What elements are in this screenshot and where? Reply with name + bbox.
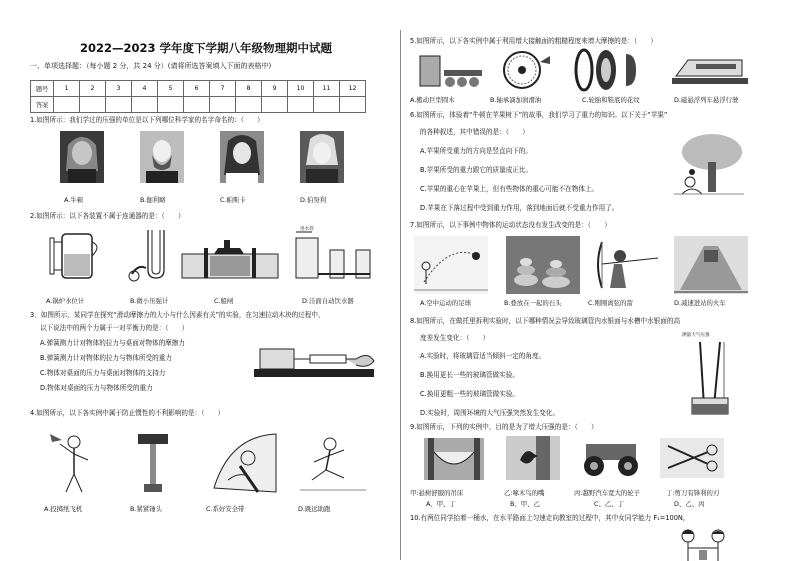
q5-stem: 5.如图所示，以下各实例中属于利用增大接触面的粗糙程度来增大摩擦的是：（ ） <box>410 37 657 45</box>
archer-figure <box>588 236 662 294</box>
train-figure <box>674 236 748 294</box>
answer-cell[interactable] <box>262 97 288 113</box>
boiler-gauge-figure <box>44 228 108 284</box>
q1-option-a: A.牛顿 <box>64 196 84 204</box>
q3-option-d: D.物体对桌面的压力与物体所受的重力 <box>40 384 153 392</box>
answer-cell[interactable] <box>54 97 80 113</box>
q7-option-a: A.空中运动的足球 <box>420 299 472 307</box>
portrait-bernoulli <box>300 131 344 183</box>
q3-option-b: B.弹簧测力计对物体的拉力与物体所受的重力 <box>40 354 172 362</box>
q2-option-d: D.洼面自动饮水器 <box>302 297 354 305</box>
table-number-cell: 4 <box>132 81 158 97</box>
answer-cell[interactable] <box>210 97 236 113</box>
water-inlet-label: 进水管 <box>300 227 314 232</box>
seatbelt-figure <box>210 428 280 496</box>
q5-option-d: D.磁悬浮列车悬浮行驶 <box>674 96 739 104</box>
q3-option-c: C.物体对桌面的压力与桌面对物体的支持力 <box>40 369 166 377</box>
ship-lock-figure <box>180 234 280 280</box>
friction-experiment-figure <box>250 345 380 379</box>
tire-figure <box>570 48 640 92</box>
torricelli-label: 测量大气压强 <box>682 333 710 338</box>
table-row <box>31 97 366 113</box>
q3-stem-line2: 以下说法中的两个力属于一对平衡力的是：（ ） <box>40 324 189 332</box>
q9-label-bing: 丙:越野汽车宽大的轮子 <box>574 489 641 497</box>
logs-figure <box>416 52 488 90</box>
table-number-cell: 6 <box>184 81 210 97</box>
q7-option-d: D.减速进站的火车 <box>674 299 726 307</box>
q4-option-b: B.紧紧锤头 <box>130 505 162 513</box>
q8-option-a: A.实验时，将玻璃管适当倾斜一定的角度。 <box>420 352 546 360</box>
soccer-figure <box>414 236 488 294</box>
hammock-figure <box>424 438 484 480</box>
table-number-cell: 11 <box>314 81 340 97</box>
q2-option-a: A.锅炉水位计 <box>46 297 85 305</box>
column-divider <box>400 30 401 560</box>
answer-cell[interactable] <box>132 97 158 113</box>
q8-stem-line1: 8.如图所示，在做托里拆利实验时，以下哪种情况会导致玻璃管内水银面与水槽中水银面的高 <box>410 317 681 325</box>
section-heading: 一、单项选择题：（每小题 2 分，共 24 分）(请将所选答案填入下面的表格中) <box>30 62 272 70</box>
hammer-figure <box>130 430 180 496</box>
stacked-stones-figure <box>506 236 580 294</box>
answer-cell[interactable] <box>158 97 184 113</box>
q7-option-c: C.刚刚离弦的箭 <box>588 299 633 307</box>
q9-label-ding: 丁:剪刀有锋利的刃 <box>666 489 720 497</box>
newton-apple-figure <box>674 132 744 198</box>
table-header-cell: 答案 <box>31 97 54 113</box>
q3-stem-line1: 3．如图所示，某同学在探究“滑动摩擦力的大小与什么因素有关”的实验，在匀速拉动木块的过程中， <box>30 311 325 319</box>
page-title: 2022—2023 学年度下学期八年级物理期中试题 <box>80 41 333 55</box>
answer-cell[interactable] <box>80 97 106 113</box>
table-row <box>31 81 366 97</box>
q9-option-c: C、乙、丁 <box>594 500 625 508</box>
paper-plane-figure <box>46 430 106 496</box>
water-dispenser-figure <box>292 224 382 282</box>
offroad-car-figure <box>576 438 646 478</box>
portrait-pascal <box>220 131 264 183</box>
table-number-cell: 9 <box>262 81 288 97</box>
q6-stem-line2: 的各种叙述，其中错误的是：（ ） <box>420 128 529 136</box>
table-number-cell: 10 <box>288 81 314 97</box>
left-column <box>30 0 392 561</box>
portrait-newton <box>60 131 104 183</box>
table-number-cell: 8 <box>236 81 262 97</box>
q1-option-b: B.伽利略 <box>140 196 166 204</box>
pressure-gauge-figure <box>126 226 186 284</box>
torricelli-figure <box>680 340 740 418</box>
q6-option-a: A.苹果所受重力的方向是竖直向下的。 <box>420 147 532 155</box>
answer-cell[interactable] <box>314 97 340 113</box>
q9-option-b: B、甲、乙 <box>510 500 540 508</box>
q4-option-d: D.跳远助跑 <box>298 505 331 513</box>
right-column <box>410 0 770 561</box>
long-jump-figure <box>300 434 366 494</box>
q4-option-a: A.投掷纸飞机 <box>44 505 83 513</box>
q3-option-a: A.弹簧测力计对物体的拉力与桌面对物体的摩擦力 <box>40 339 185 347</box>
q8-option-c: C.换用更粗一些的玻璃管做实验。 <box>420 390 520 398</box>
q9-stem: 9.如图所示，下列的实例中，目的是为了增大压强的是：（ ） <box>410 423 598 431</box>
q5-option-a: A.搬动巨型圆木 <box>410 96 455 104</box>
q6-option-b: B.苹果所受的重力跟它的质量成正比。 <box>420 166 533 174</box>
answer-table <box>30 80 366 113</box>
answer-cell[interactable] <box>106 97 132 113</box>
q5-option-b: B.轴承滴加润滑油 <box>490 96 542 104</box>
table-header-cell: 题号 <box>31 81 54 97</box>
q1-option-c: C.帕斯卡 <box>220 196 246 204</box>
q6-option-d: D.苹果在下落过程中受到重力作用，落到地面后就不受重力作用了。 <box>420 204 619 212</box>
q7-option-b: B.叠放在一起的石头 <box>504 299 562 307</box>
table-number-cell: 7 <box>210 81 236 97</box>
q6-stem-line1: 6.如图所示，体验着“牛顿在苹果树下”的故事，我们学习了重力的知识。以下关于“苹果” <box>410 111 668 119</box>
table-number-cell: 5 <box>158 81 184 97</box>
answer-cell[interactable] <box>236 97 262 113</box>
portrait-galileo <box>140 131 184 183</box>
students-carrying-figure <box>674 528 734 561</box>
table-number-cell: 2 <box>80 81 106 97</box>
scissors-figure <box>660 438 724 478</box>
q8-stem-line2: 度差发生变化：（ ） <box>420 334 490 342</box>
q7-stem: 7.如图所示，以下事例中物体的运动状态没有发生改变的是：（ ） <box>410 221 611 229</box>
q6-option-c: C.苹果的重心在苹果上，但有些物体的重心可能不在物体上。 <box>420 185 599 193</box>
answer-cell[interactable] <box>288 97 314 113</box>
table-number-cell: 1 <box>54 81 80 97</box>
q8-option-d: D.实验时，周围环境的大气压强突然发生变化。 <box>420 409 560 417</box>
q4-stem: 4.如图所示，以下各实例中属于防止惯性的不利影响的是：（ ） <box>30 409 225 417</box>
answer-cell[interactable] <box>184 97 210 113</box>
answer-cell[interactable] <box>340 97 366 113</box>
q2-option-c: C.船闸 <box>214 297 234 305</box>
q9-option-d: D、乙、丙 <box>674 500 705 508</box>
q5-option-c: C.轮胎和鞋底的花纹 <box>582 96 640 104</box>
q1-stem: 1.如图所示：我们学过的压强的单位是以下列哪位科学家的名字命名的：（ ） <box>30 116 264 124</box>
maglev-figure <box>672 52 748 90</box>
q4-option-c: C.系好安全带 <box>206 505 245 513</box>
woodpecker-figure <box>506 436 560 480</box>
q9-label-yi: 乙:啄木鸟的嘴 <box>504 489 545 497</box>
q9-option-a: A、甲、丁 <box>426 500 456 508</box>
table-number-cell: 12 <box>340 81 366 97</box>
q8-option-b: B.换用更长一些的玻璃管做实验。 <box>420 371 519 379</box>
bearing-figure <box>502 48 552 92</box>
q1-option-d: D.伯努利 <box>300 196 327 204</box>
q9-label-jia: 甲:悬树舒服的吊床 <box>410 489 464 497</box>
table-number-cell: 3 <box>106 81 132 97</box>
q2-stem: 2.如图所示：以下各装置不属于连通器的是：（ ） <box>30 212 185 220</box>
q10-stem: 10.有两位同学抬着一桶水，在水平路面上匀速走向教室的过程中，其中女同学能力 F₁=100N, <box>410 514 685 522</box>
q2-option-b: B.微小压强计 <box>130 297 169 305</box>
